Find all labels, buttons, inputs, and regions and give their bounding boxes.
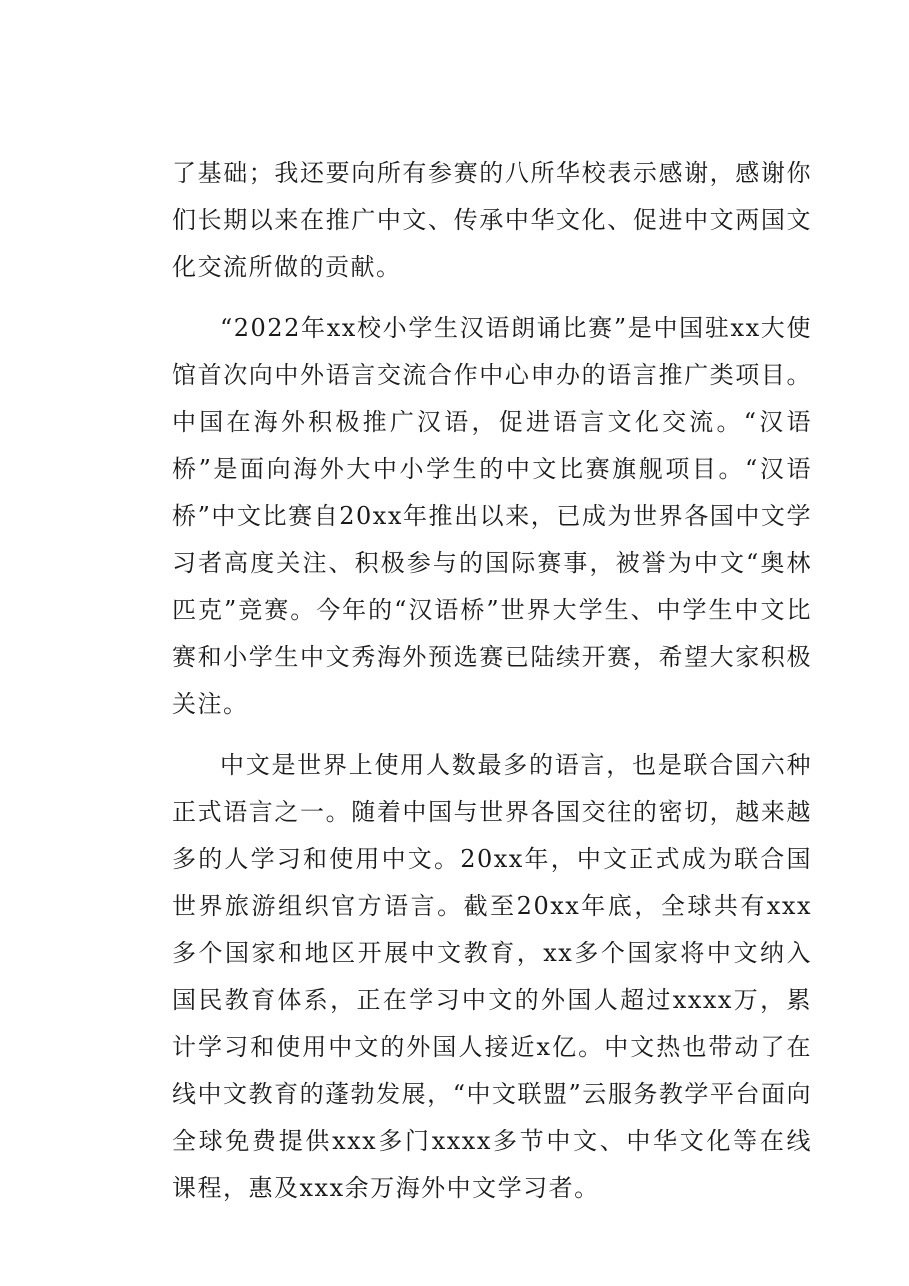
paragraph-1: 了基础；我还要向所有参赛的八所华校表示感谢，感谢你们长期以来在推广中文、传承中华文化、促进中文两国文化交流所做的贡献。 xyxy=(172,159,812,281)
paragraph-2: “2022年xx校小学生汉语朗诵比赛”是中国驻xx大使馆首次向中外语言交流合作中心申办的语言推广类项目。中国在海外积极推广汉语，促进语言文化交流。“汉语桥”是面向海外大中小学生的中文比赛旗舰项目。“汉语桥”中文比赛自20xx年推出以来，已成为世界各国中文学习者高度关注、积极参与的国际赛事，被誉为中文“奥林匹克”竞赛。今年的“汉语桥”世界大学生、中学生中文比赛和小学生中文秀海外预选赛已陆续开赛，希望大家积极关注。 xyxy=(172,314,812,718)
paragraph-3: 中文是世界上使用人数最多的语言，也是联合国六种正式语言之一。随着中国与世界各国交往的密切，越来越多的人学习和使用中文。20xx年，中文正式成为联合国世界旅游组织官方语言。截至20xx年底，全球共有xxx多个国家和地区开展中文教育，xx多个国家将中文纳入国民教育体系，正在学习中文的外国人超过xxxx万，累计学习和使用中文的外国人接近x亿。中文热也带动了在线中文教育的蓬勃发展，“中文联盟”云服务教学平台面向全球免费提供xxx多门xxxx多节中文、中华文化等在线课程，惠及xxx余万海外中文学习者。 xyxy=(172,751,812,1202)
document-body xyxy=(172,150,812,1212)
